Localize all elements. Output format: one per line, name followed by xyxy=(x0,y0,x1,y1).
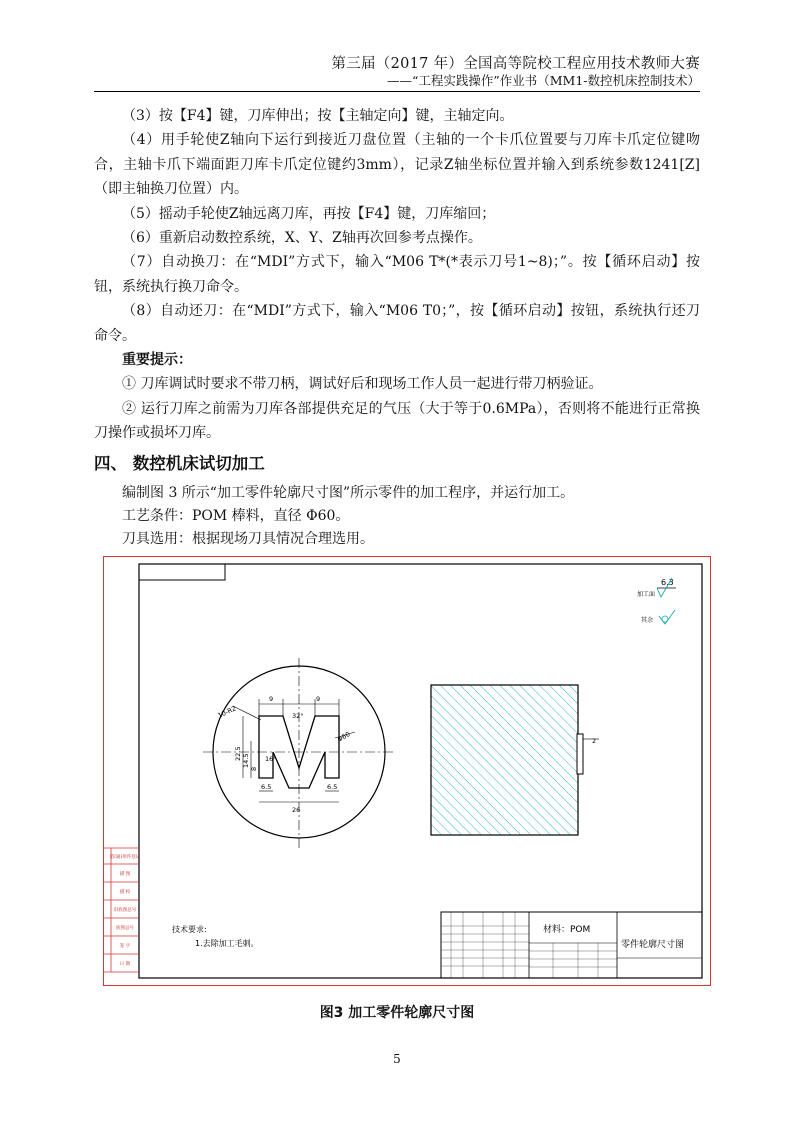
header-line-2: ——“工程实践操作”作业书（MM1-数控机床控制技术） xyxy=(386,73,700,88)
dim-32deg: 32° xyxy=(292,712,304,720)
figure-caption: 图3 加工零件轮廓尺寸图 xyxy=(319,1005,475,1021)
section-text xyxy=(94,482,700,551)
step-4: （4）用手轮使Z轴向下运行到接近刀盘位置（主轴的一个卡爪位置要与刀库卡爪定位键吻合，主轴卡爪下端面距刀库卡爪定位键约3mm），记录Z轴坐标位置并输入到系统参数1241[Z]（即主轴换刀位置）内。 xyxy=(94,132,700,198)
section-line-2: 工艺条件：POM 棒料，直径 Φ60。 xyxy=(122,508,350,524)
dim-14-5: 14.5 xyxy=(242,753,250,768)
page-number: 5 xyxy=(393,1052,401,1066)
step-7: （7）自动换刀：在“MDI”方式下，输入“M06 T*(*表示刀号1~8)；”。按【循环启动】按钮，系统执行换刀命令。 xyxy=(94,254,700,295)
header-line-1: 第三届（2017 年）全国高等院校工程应用技术教师大赛 xyxy=(331,56,700,72)
tech-item: 1.去除加工毛刺。 xyxy=(195,939,259,948)
dim-6-5b: 6.5 xyxy=(327,783,338,791)
roughness-label-2: 其余 xyxy=(641,617,654,624)
tips-title: 重要提示： xyxy=(122,352,192,369)
side-label-3: 描 校 xyxy=(119,890,131,895)
dim-dia: Φ60 xyxy=(336,730,352,744)
side-label-2: 描 图 xyxy=(119,872,131,877)
section-heading: 四、 数控机床试切加工 xyxy=(94,454,265,473)
part-name: 零件轮廓尺寸图 xyxy=(621,940,685,950)
tip-2: ② 运行刀库之前需为刀库各部提供充足的气压（大于等于0.6MPa），否则将不能进行正常换刀操作或损坏刀库。 xyxy=(94,400,700,442)
dim-22-5: 22.5 xyxy=(234,746,242,761)
side-label-5: 底图总号 xyxy=(116,926,134,931)
side-label-4: 旧底图总号 xyxy=(113,908,137,913)
dim-26: 26 xyxy=(292,806,301,814)
tech-title: 技术要求: xyxy=(172,925,207,934)
step-8: （8）自动还刀：在“MDI”方式下，输入“M06 T0；”，按【循环启动】按钮，系统执行还刀命令。 xyxy=(94,303,700,344)
front-view xyxy=(203,658,395,848)
side-label-1: 借(通)用件登记 xyxy=(109,855,141,860)
inner-frame xyxy=(139,564,702,978)
dim-9b: 9 xyxy=(316,695,321,703)
section-line-1: 编制图 3 所示“加工零件轮廓尺寸图”所示零件的加工程序，并运行加工。 xyxy=(122,485,575,501)
tip-1: ① 刀库调试时要求不带刀柄，调试好后和现场工作人员一起进行带刀柄验证。 xyxy=(122,376,603,393)
section-line-3: 刀具选用：根据现场刀具情况合理选用。 xyxy=(122,531,374,547)
side-label-7: 日 期 xyxy=(119,962,131,967)
step-3: （3）按【F4】键，刀库伸出；按【主轴定向】键，主轴定向。 xyxy=(122,108,514,124)
side-view xyxy=(431,685,599,835)
dim-2: 2 xyxy=(592,737,597,745)
dim-16deg: 16° xyxy=(265,755,277,763)
header-rule xyxy=(94,91,700,92)
side-label-6: 签 字 xyxy=(119,944,131,949)
dim-r: 10-R2 xyxy=(216,704,238,720)
step-6: （6）重新启动数控系统，X、Y、Z轴再次回参考点操作。 xyxy=(122,230,482,247)
title-tag-box xyxy=(139,564,225,580)
drawing-figure xyxy=(103,556,711,986)
roughness-value: 6.3 xyxy=(661,578,674,587)
dim-6-5a: 6.5 xyxy=(261,783,272,791)
steps-block xyxy=(94,104,700,446)
dim-8: 8 xyxy=(250,766,258,771)
material-label: 材料：POM xyxy=(543,925,591,935)
dim-9a: 9 xyxy=(269,695,274,703)
roughness-label-1: 加工面 xyxy=(637,591,656,598)
roughness-symbols xyxy=(637,578,676,624)
step-5: （5）摇动手轮使Z轴远离刀库，再按【F4】键，刀库缩回； xyxy=(122,205,496,222)
